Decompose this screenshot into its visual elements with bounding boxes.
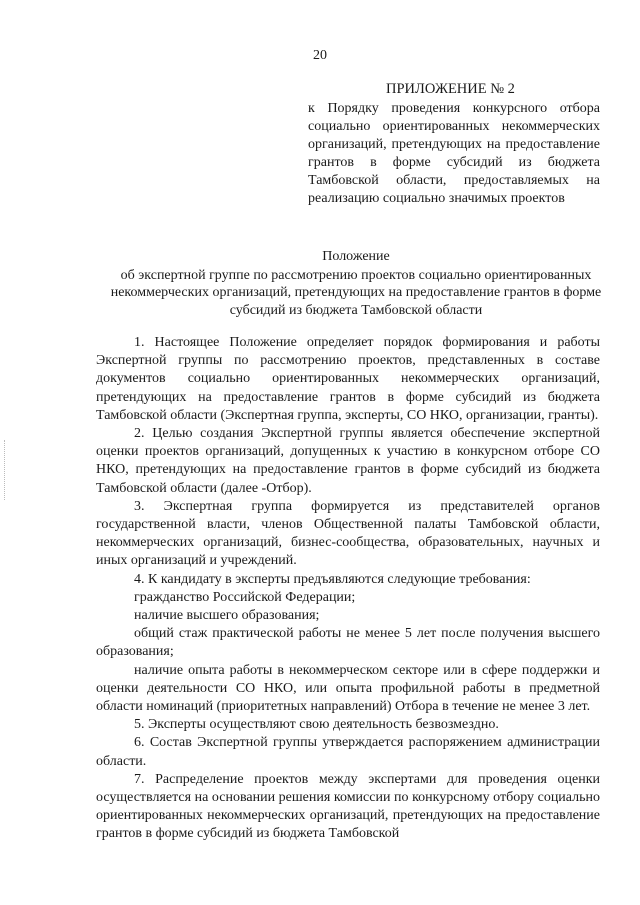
paragraph-5: 5. Эксперты осуществляют свою деятельность безвозмездно. (134, 717, 499, 733)
appendix-text: к Порядку проведения конкурсного отбора социально ориентированных некоммерческих организаций, претендующих на предоставление грантов в форме субсидий из бюджета Тамбовской области, предоставляемых на реализацию социально значимых проектов (308, 101, 600, 206)
requirement-education: наличие высшего образования; (134, 608, 320, 624)
paragraph-3: 3. Экспертная группа формируется из представителей органов государственной власти, членов Общественной палаты Тамбовской области, некоммерческих организаций, бизнес-сообщества, образовательных, научных и иных организаций и учреждений. (96, 498, 600, 569)
requirement-experience: общий стаж практической работы не менее 5 лет после получения высшего образования; (96, 626, 600, 660)
title-subheading: об экспертной группе по рассмотрению проектов социально ориентированных некоммерческих организаций, претендующих на предоставление грантов в форме субсидий из бюджета Тамбовской области (110, 267, 602, 318)
scan-margin-mark (4, 440, 6, 500)
requirement-sector-experience: наличие опыта работы в некоммерческом секторе или в сфере поддержки и оценки деятельности СО НКО, или опыта профильной работы в предметной области номинаций (приоритетных направлений) Отбора в течение не менее 3 лет. (96, 662, 600, 715)
document-title (96, 248, 616, 319)
title-heading: Положение (322, 249, 390, 264)
document-body (96, 334, 600, 844)
paragraph-2: 2. Целью создания Экспертной группы является обеспечение экспертной оценки проектов организаций, допущенных к участию в конкурсном отборе СО НКО, претендующих на предоставление грантов в форме субсидий из бюджета Тамбовской области (далее -Отбор). (96, 426, 600, 496)
paragraph-1: 1. Настоящее Положение определяет порядок формирования и работы Экспертной группы по рассмотрению проектов, представленных в составе документов социально ориентированных некоммерческих организаций, претендующих на предоставление грантов в форме субсидий из бюджета Тамбовской области (Экспертная группа, эксперты, СО НКО, организации, гранты). (96, 335, 600, 423)
requirement-citizenship: гражданство Российской Федерации; (134, 589, 356, 605)
paragraph-7: 7. Распределение проектов между экспертами для проведения оценки осуществляется на основании решения комиссии по конкурсному отбору социально ориентированных некоммерческих организаций, претендующих на предоставление грантов в форме субсидий из бюджета Тамбовской (96, 771, 600, 842)
appendix-title: ПРИЛОЖЕНИЕ № 2 (386, 81, 515, 97)
paragraph-6: 6. Состав Экспертной группы утверждается распоряжением администрации области. (96, 735, 600, 769)
appendix-block (308, 80, 600, 208)
page-number: 20 (313, 48, 327, 63)
paragraph-4: 4. К кандидату в эксперты предъявляются следующие требования: (134, 571, 531, 587)
